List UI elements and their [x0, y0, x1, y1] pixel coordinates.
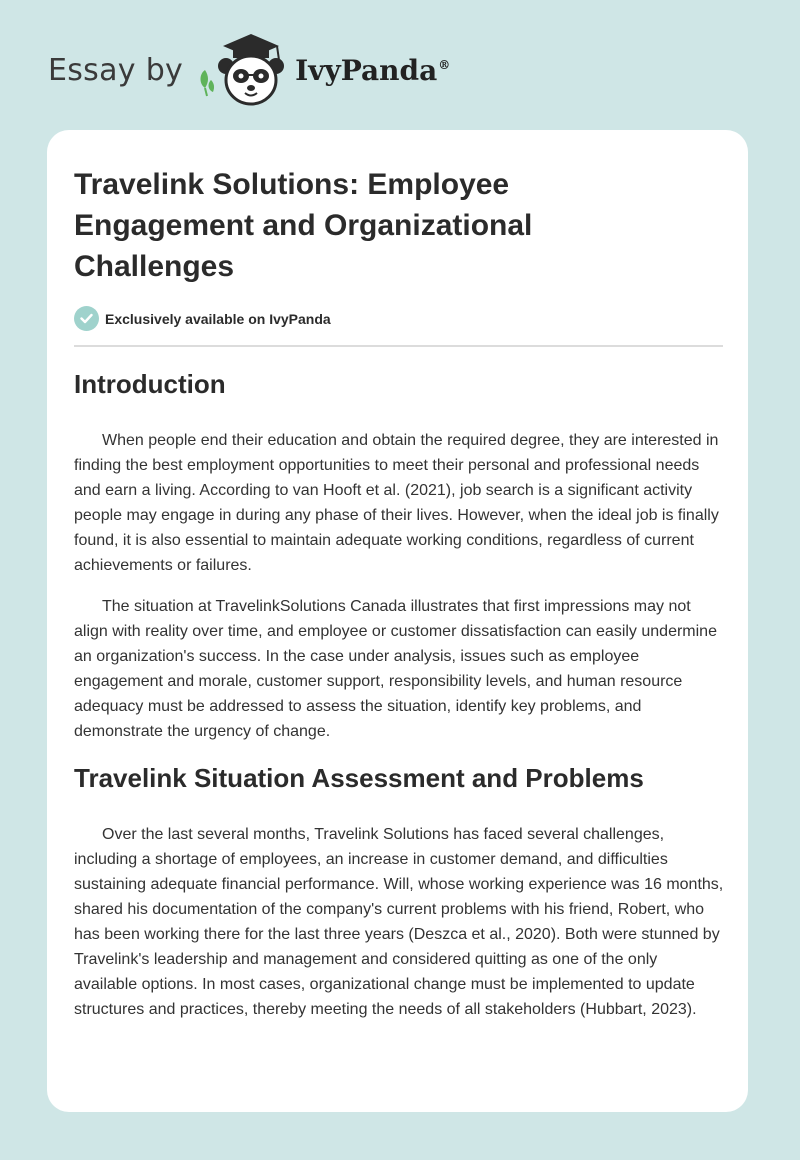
title-divider [74, 345, 723, 347]
brand-name-text: IvyPanda [295, 53, 438, 87]
section-heading-assessment: Travelink Situation Assessment and Problems [74, 763, 644, 793]
paragraph: When people end their education and obtain the required degree, they are interested in finding the best employment opportunities to meet their personal and professional needs and earn a living. According to van Hooft et al. (2021), job search is a significant activity people may engage in during any phase of their lives. However, when the ideal job is finally found, it is also essential to maintain adequate working conditions, regardless of current achievements or failures. [74, 432, 719, 574]
brand-prefix: Essay by [48, 52, 184, 88]
registered-mark: ® [438, 58, 451, 73]
brand-name [295, 54, 450, 87]
panda-logo-icon [193, 30, 291, 110]
exclusive-badge-label: Exclusively available on IvyPanda [105, 310, 331, 327]
section-heading-introduction: Introduction [74, 369, 226, 399]
exclusive-badge [74, 306, 331, 331]
essay-card [47, 130, 748, 1112]
brand-header [48, 30, 450, 110]
check-icon [74, 306, 99, 331]
paragraph: Over the last several months, Travelink Solutions has faced several challenges, including a shortage of employees, an increase in customer demand, and difficulties sustaining adequate financial performance. Will, whose working experience was 16 months, shared his documentation of the company's current problems with his friend, Robert, who has been working there for the last three years (Deszca et al., 2020). Both were stunned by Travelink's leadership and management and considered quitting as one of the only available options. In most cases, organizational change must be implemented to update structures and practices, thereby meeting the needs of all stakeholders (Hubbart, 2023). [74, 826, 724, 1018]
paragraph: The situation at TravelinkSolutions Canada illustrates that first impressions may not align with reality over time, and employee or customer dissatisfaction can easily undermine an organization's success. In the case under analysis, issues such as employee engagement and morale, customer support, responsibility levels, and human resource adequacy must be addressed to assess the situation, identify key problems, and demonstrate the urgency of change. [74, 598, 717, 740]
page-title: Travelink Solutions: Employee Engagement and Organizational Challenges [74, 168, 533, 283]
